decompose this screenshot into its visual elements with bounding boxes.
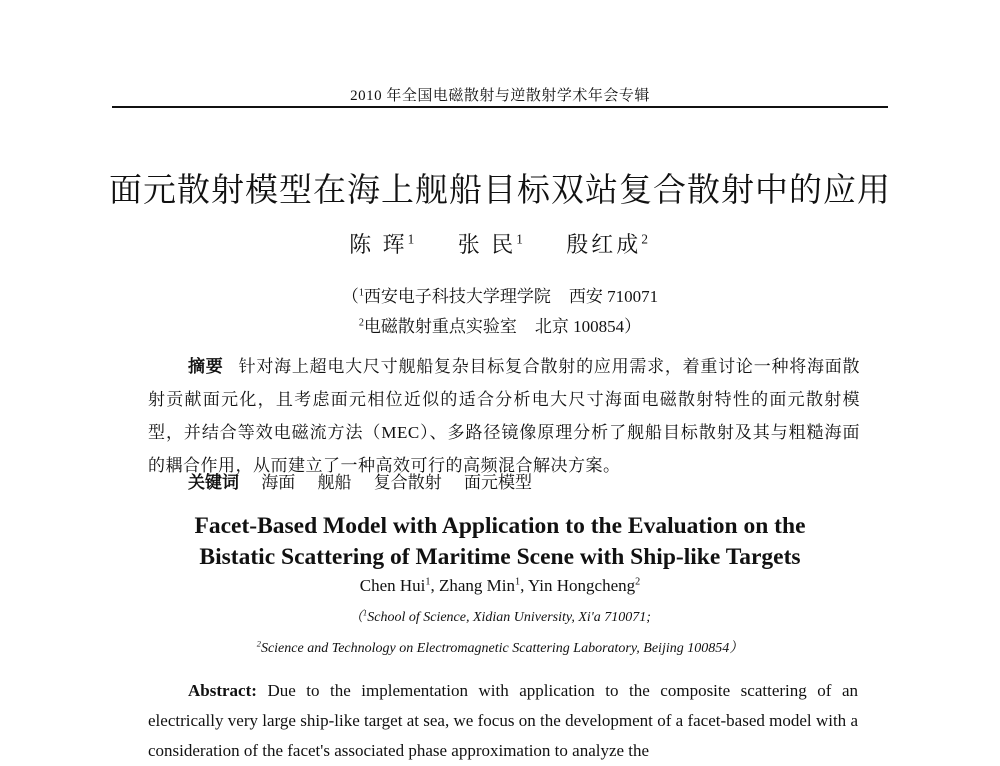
author-cn-3: 殷红成$^2$ <box>566 231 651 257</box>
title-en-line2: Bistatic Scattering of Maritime Scene with Ship-like Targets <box>199 544 801 570</box>
keywords-cn-label: 关键词 <box>188 473 239 492</box>
abstract-cn-label: 摘要 <box>188 357 224 376</box>
affiliation-cn-2: $^2$电磁散射重点实验室 北京 100854） <box>358 317 642 336</box>
journal-header <box>112 84 888 105</box>
abstract-en-label: Abstract: <box>188 681 257 700</box>
journal-header-text: 2010 年全国电磁散射与逆散射学术年会专辑 <box>350 88 650 104</box>
title-en-line1: Facet-Based Model with Application to the Evaluation on the <box>194 513 806 539</box>
affiliation-en-2: $^2$Science and Technology on Electromagnetic Scattering Laboratory, Beijing 100854） <box>256 639 744 656</box>
author-cn-1: 陈 珲$^1$ <box>349 231 418 257</box>
authors-en: Chen Hui$^1$, Zhang Min$^1$, Yin Hongcheng$^2$ <box>359 576 641 595</box>
paper-title-cn: 面元散射模型在海上舰船目标双站复合散射中的应用 <box>109 173 891 209</box>
author-en-2: Zhang Min$^1$ <box>438 576 521 595</box>
author-cn-2: 张 民$^1$ <box>457 231 526 257</box>
keywords-cn <box>188 468 868 493</box>
keyword-cn: 舰船 <box>317 473 352 492</box>
authors-cn <box>100 228 900 259</box>
affiliation-en-1: （$^1$School of Science, Xidian University, Xi'a 710071; <box>349 608 651 625</box>
abstract-cn <box>148 350 860 482</box>
header-rule <box>112 106 888 108</box>
author-en-3: Yin Hongcheng$^2$ <box>527 576 641 595</box>
author-en-1: Chen Hui$^1$ <box>359 576 431 595</box>
keyword-cn: 复合散射 <box>373 473 442 492</box>
keyword-cn: 海面 <box>261 473 296 492</box>
keyword-cn: 面元模型 <box>464 473 532 492</box>
abstract-en <box>148 676 858 766</box>
abstract-cn-text: 针对海上超电大尺寸舰船复杂目标复合散射的应用需求，着重讨论一种将海面散射贡献面元化，且考虑面元相位近似的适合分析电大尺寸海面电磁散射特性的面元散射模型，并结合等效电磁流方法（MEC）、多路径镜像原理分析了舰船目标散射及其与粗糙海面的耦合作用，从而建立了一种高效可行的高频混合解决方案。 <box>148 357 861 475</box>
paper-title-en <box>100 511 900 573</box>
abstract-en-text: Due to the implementation with application to the composite scattering of an electrically very large ship-like target at sea, we focus on the development of a facet-based model with a consideration of the facet's associated phase approximation to analyze the <box>148 681 859 760</box>
affiliation-cn-1: （$^1$西安电子科技大学理学院 西安 710071 <box>341 287 659 306</box>
